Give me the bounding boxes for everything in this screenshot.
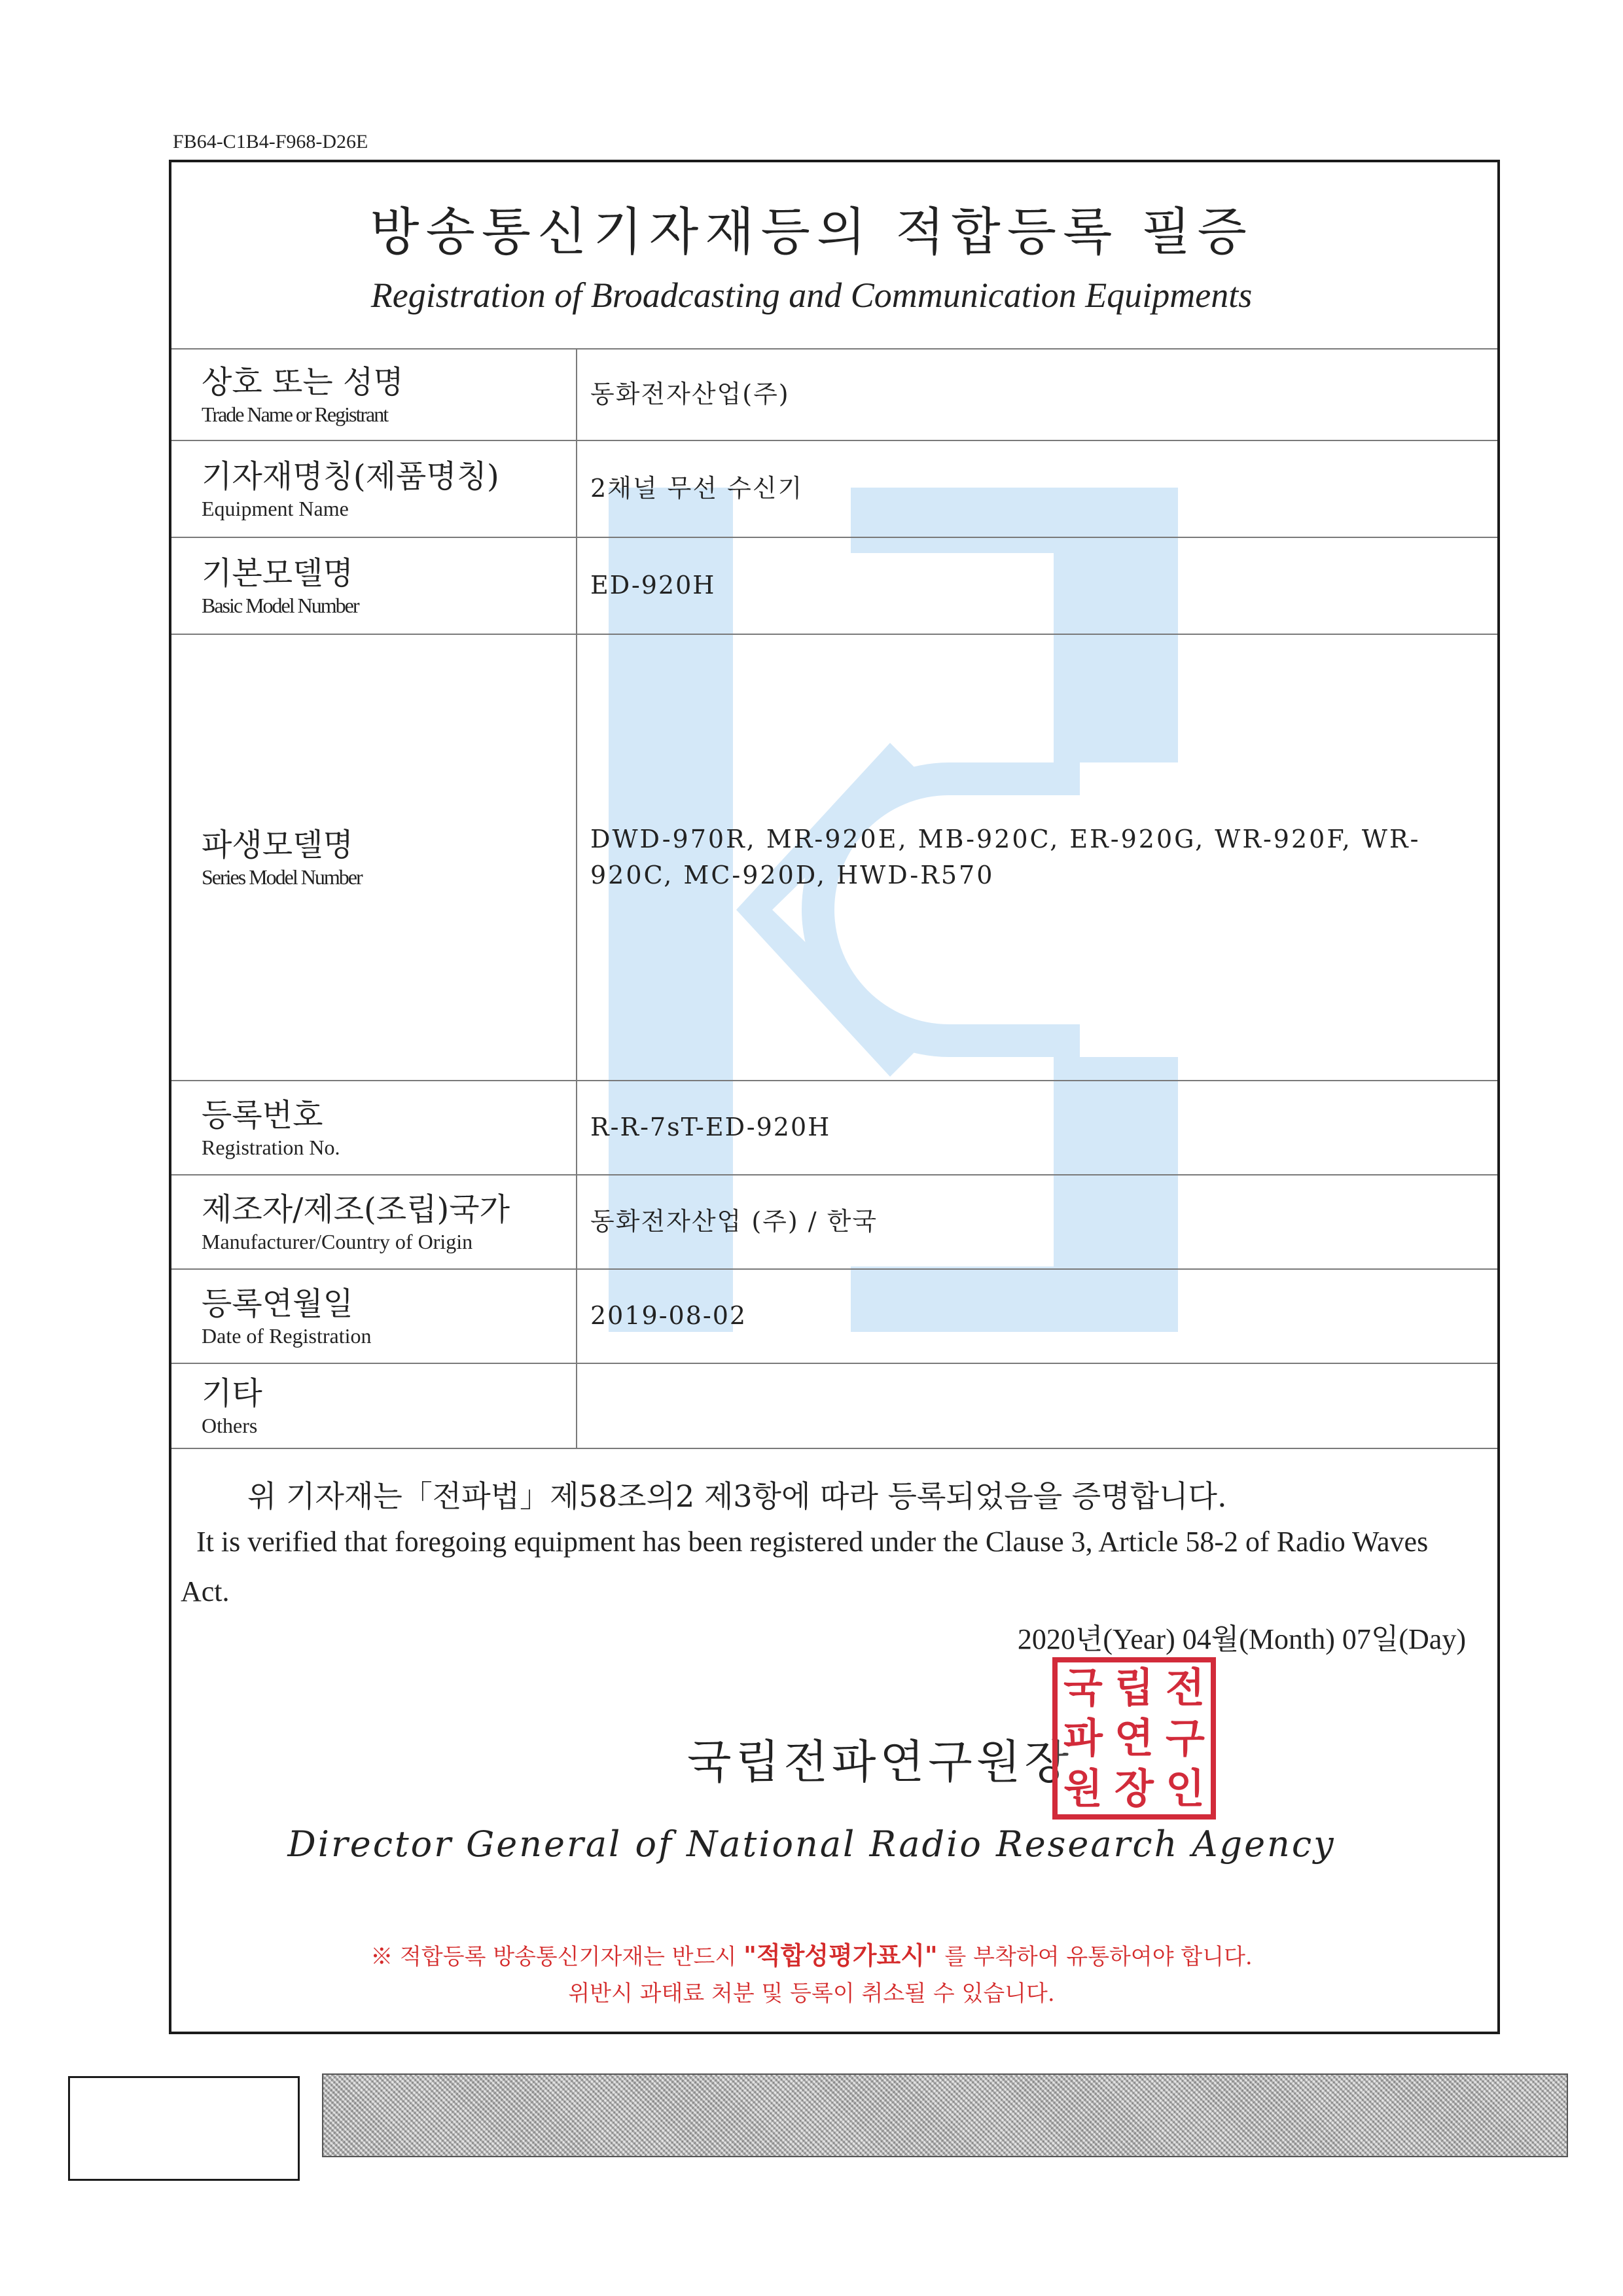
field-label-en: Date of Registration [202,1323,372,1348]
issue-date: 2020년(Year) 04월(Month) 07일(Day) [1017,1623,1466,1655]
field-row-trade-name [171,348,1497,440]
table-bottom-border [171,1448,1497,1449]
field-label-en: Registration No. [202,1135,340,1159]
field-label-ko: 상호 또는 성명 [202,363,404,401]
verification-statement-ko: 위 기자재는「전파법」제58조의2 제3항에 따라 등록되었음을 증명합니다. [247,1479,1227,1514]
field-label-ko: 등록연월일 [202,1285,353,1322]
seal-char: 원 [1063,1765,1103,1813]
field-label-ko: 파생모델명 [202,826,353,863]
seal-char: 연 [1115,1713,1154,1762]
field-label-en: Series Model Number [202,865,362,889]
certificate-title: 방송통신기자재등의 적합등록 필증 [370,203,1253,262]
footer-security-strip [322,2073,1568,2157]
field-label-en: Others [202,1413,258,1437]
agency-name-ko: 국립전파연구원장 [687,1735,1073,1789]
field-row-registration-no [171,1080,1497,1174]
notice-line-1 [0,1937,1623,1975]
field-row-series-model [171,634,1497,1080]
field-label-en: Basic Model Number [202,593,359,617]
certificate-subtitle: Registration of Broadcasting and Communication Equipments [370,276,1253,315]
document-id: FB64-C1B4-F968-D26E [173,131,368,152]
footer-blank-box [68,2076,300,2181]
field-row-date-of-registration [171,1268,1497,1363]
seal-char: 인 [1166,1765,1205,1813]
field-value: ED-920H [590,571,716,600]
field-value: DWD-970R, MR-920E, MB-920C, ER-920G, WR-920F, WR-920C, MC-920D, HWD-R570 [590,824,1421,889]
field-value: 동화전자산업(주) [590,380,790,409]
notice-line-2: 위반시 과태료 처분 및 등록이 취소될 수 있습니다. [568,1981,1055,2007]
agency-name-en: Director General of National Radio Research Agency [287,1823,1336,1865]
notice [0,1937,1623,2012]
field-row-equipment-name [171,440,1497,537]
notice-suffix: 를 부착하여 유통하여야 합니다. [944,1944,1253,1970]
field-label-ko: 등록번호 [202,1096,323,1134]
field-label-ko: 기본모델명 [202,554,353,592]
field-label-ko: 기자재명칭(제품명칭) [202,457,499,495]
field-row-others [171,1363,1497,1448]
seal-char: 립 [1115,1663,1154,1712]
field-label-en: Manufacturer/Country of Origin [202,1229,473,1253]
field-row-manufacturer [171,1174,1497,1268]
field-value: R-R-7sT-ED-920H [590,1113,831,1142]
field-row-basic-model [171,537,1497,634]
seal-char: 파 [1063,1713,1103,1762]
field-label-ko: 기타 [202,1374,262,1412]
field-value: 동화전자산업 (주) / 한국 [590,1207,878,1236]
field-label-en: Equipment Name [202,496,349,520]
seal-char: 국 [1063,1663,1103,1712]
seal-char: 장 [1115,1765,1154,1813]
official-seal-icon [1052,1657,1216,1820]
notice-mark-text: "적합성평가표시" [743,1941,938,1970]
notice-prefix: ※ 적합등록 방송통신기자재는 반드시 [370,1944,737,1970]
verification-statement-en: It is verified that foregoing equipment has been registered under the Clause 3, Article 58-2 of Radio Waves Act. [181,1526,1429,1607]
seal-char: 전 [1166,1663,1205,1712]
seal-char: 구 [1166,1713,1205,1762]
field-label-en: Trade Name or Registrant [202,402,388,426]
field-value: 2019-08-02 [590,1301,747,1331]
field-label-ko: 제조자/제조(조립)국가 [202,1191,510,1228]
field-value: 2채널 무선 수신기 [590,474,804,503]
